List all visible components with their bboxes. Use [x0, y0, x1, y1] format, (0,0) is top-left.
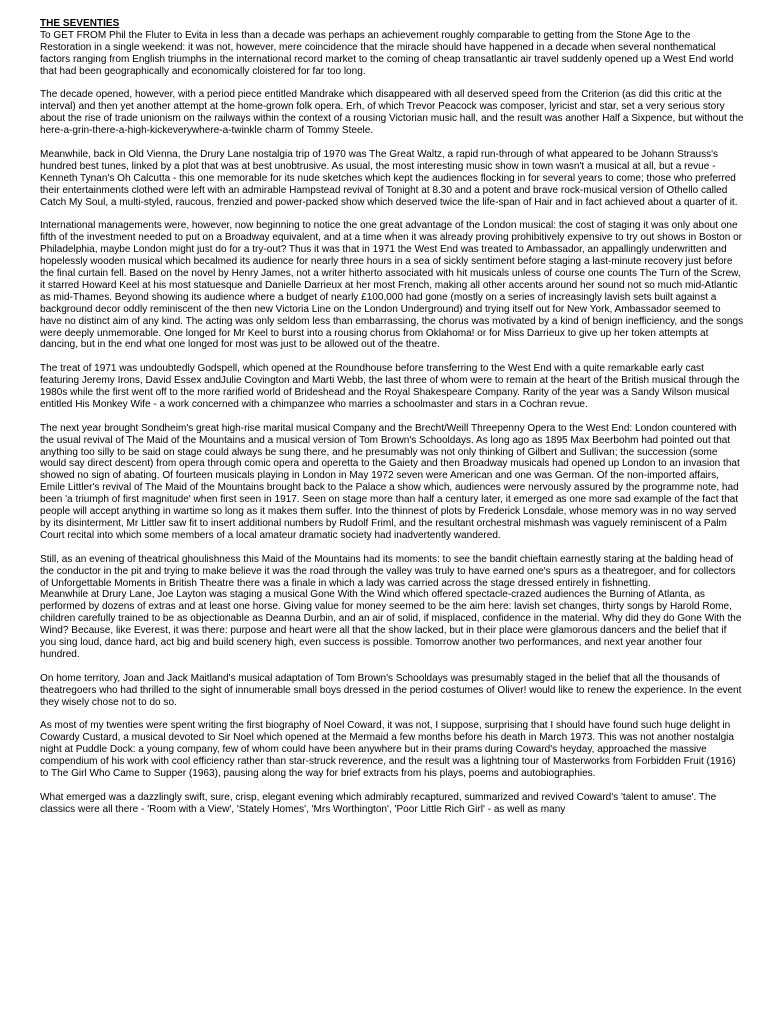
paragraph-mandrake: The decade opened, however, with a period piece entitled Mandrake which disappeared with all deserved speed from the Criterion (as did this critic at the interval) and then yet another attempt at the home-grown folk opera. Erh, of which Trevor Peacock was composer, lyricist and star, set a very serious story about the rise of trade unionism on the railways within the context of a rousing Victorian music hall, and the result was another Half a Sixpence, but without the here-a-grin-there-a-high-kickeverywhere-a-twinkle charm of Tommy Steele. — [40, 89, 744, 137]
document-title: THE SEVENTIES — [40, 18, 120, 29]
paragraph-intro: To GET FROM Phil the Fluter to Evita in less than a decade was perhaps an achievement roughly comparable to getting from the Stone Age to the Restoration in a single weekend: it was not, however, mere coincidence that the miracle should have happened in a decade when several nonthematical factors ranging from English triumphs in the international record market to the coming of cheap transatlantic air travel suddenly opened up a West End world that had been geographically and economically cloistered for far too long. — [40, 29, 734, 77]
paragraph-great-waltz: Meanwhile, back in Old Vienna, the Drury Lane nostalgia trip of 1970 was The Great Waltz, a rapid run-through of what appeared to be Johann Strauss's hundred best tunes, linked by a plot that was at best unobtrusive. As usual, the most interesting music show in town wasn't a musical at all, but a revue - Kenneth Tynan's Oh Calcutta - this one memorable for its nude sketches which kept the audiences flocking in for several years to come; those who preferred their entertainments clothed were left with an admirable Hampstead revival of Tonight at 8.30 and a potent and brave rock-musical version of Othello called Catch My Soul, a multi-styled, raucous, frenzied and power-packed show which deserved twice the life-span of Hair and in fact achieved about a quarter of it. — [40, 148, 738, 208]
paragraph-maid-of-the-mountains: The next year brought Sondheim's great high-rise marital musical Company and the Brecht/Weill Threepenny Opera to the West End: London countered with the usual revival of The Maid of the Mountains and a musical version of Tom Brown's Schooldays. As long ago as 1895 Max Beerbohm had pointed out that anything too silly to be said on stage could always be sung there, and he presumably was not only thinking of Gilbert and Sullivan; the succession (some would say direct descent) from opera through comic opera and operetta to the Gaiety and then Broadway musicals had opened up London to an invasion that showed no sign of abating. Of fourteen musicals playing in London in May 1972 seven were American and one was German. Of the non-imported affairs, Emile Littler's revival of The Maid of the Mountains brought back to the Palace a show which, audiences were nervously assured by the programme note, had been 'a triumph of first magnitude' when first seen in 1917. Seen on stage more than half a century later, it emerged as one more sad example of the fact that people will accept anything in wartime so long as it makes them suffer. Into the thinnest of plots by Frederick Lonsdale, whose memory was in no way served by its disinterment, Mr Littler saw fit to insert additional numbers by Rudolf Friml, and the resultant orchestral mishmash was vaguely reminiscent of a Palm Court recital into which some members of a local amateur dramatic society had inadvertently wandered. — [40, 422, 740, 541]
paragraph-godspell: The treat of 1971 was undoubtedly Godspell, which opened at the Roundhouse before transferring to the West End with a quite remarkable early cast featuring Jeremy Irons, David Essex andJulie Covington and Marti Webb, the last three of whom were to remain at the heart of the British musical through the 1980s while the first went off to the more rarified world of Brideshead and the Royal Shakespeare Company. Rarity of the year was a Sandy Wilson musical entitled His Monkey Wife - a work concerned with a chimpanzee who marries a schoolmaster and stars in a Cochran revue. — [40, 363, 740, 410]
document-page — [40, 18, 744, 816]
paragraph-theatrical-ghoulishness: Still, as an evening of theatrical ghoulishness this Maid of the Mountains had its moments: to see the bandit chieftain earnestly staring at the balding head of the conductor in the pit and trying to make believe it was the road through the valley was truly to have earned one's spurs as a theatregoer, and for collectors of Unforgettable Moments in British Theatre there was a finale in which a lady was carried across the stage dressed entirely in fishnetting. — [40, 553, 736, 589]
paragraph-cowardy-custard: As most of my twenties were spent writing the first biography of Noel Coward, it was not, I suppose, surprising that I should have found such huge delight in Cowardy Custard, a musical devoted to Sir Noel which opened at the Mermaid a few months before his death in March 1973. This was not another nostalgia night at Puddle Dock: a young company, few of whom could have been anywhere but in their prams during Coward's heyday, approached the massive compendium of his work with cool efficiency rather than star-struck reverence, and the result was a lightning tour of Masterworks from Forbidden Fruit (1916) to The Girl Who Came to Supper (1963), pausing along the way for brief extracts from his plays, poems and autobiographies. — [40, 720, 736, 779]
paragraph-tom-browns-schooldays: On home territory, Joan and Jack Maitland's musical adaptation of Tom Brown's Schooldays was presumably staged in the belief that all the thousands of theatregoers who had thrilled to the sight of innumerable small boys dressed in the period costumes of Oliver! would like to renew the experience. In the event they wisely chose not to do so. — [40, 672, 742, 708]
paragraph-ambassador: International managements were, however, now beginning to notice the one great advantage of the London musical: the cost of staging it was only about one fifth of the investment needed to put on a Broadway equivalent, and at a time when it was already proving prohibitively expensive to try out shows in Boston or Philadelphia, maybe London might just do for a try-out? Thus it was that in 1971 the West End was treated to Ambassador, an appallingly underwritten and hopelessly wooden musical which becalmed its audience for nearly three hours in a sea of sickly sentiment before staging a last-minute recovery just before the final curtain fell. Based on the novel by Henry James, not a writer hitherto associated with hit musicals unless of course one counts The Turn of the Screw, it starred Howard Keel at his most statuesque and Danielle Darrieux at her most French, making all other accents around her sound not so much mid-Atlantic as mid-Thames. Beyond showing its audience where a budget of nearly £100,000 had gone (mostly on a series of increasingly lavish sets built against a background decor oddly reminiscent of the then new Victoria Line on the London Underground) and trying itself out for New York, Ambassador seemed to have no distinct aim of any kind. The acting was only seldom less than embarrassing, the chorus was motivated by a kind of benign inefficiency, and the songs were deeply unmemorable. One longed for Mr Keel to burst into a rousing chorus from Oklahoma! or for Miss Darrieux to give up her token attempts at dancing, but in the end what one longed for most was just to be allowed out of the theatre. — [40, 220, 744, 351]
paragraph-talent-to-amuse: What emerged was a dazzlingly swift, sure, crisp, elegant evening which admirably recaptured, summarized and revived Coward's 'talent to amuse'. The classics were all there - 'Room with a View', 'Stately Homes', 'Mrs Worthington', 'Poor Little Rich Girl' - as well as many — [40, 791, 717, 815]
paragraph-gone-with-the-wind: Meanwhile at Drury Lane, Joe Layton was staging a musical Gone With the Wind which offered spectacle-crazed audiences the Burning of Atlanta, as performed by dozens of extras and at least one horse. Giving value for money seemed to be the aim here: lavish set changes, thirty songs by Harold Rome, children carefully trained to be as objectionable as Deanna Durbin, and an air of solid, if misplaced, confidence in the material. Why did they do Gone With the Wind? Because, like Everest, it was there: purpose and heart were all that the show lacked, but in their place were glamorous dancers and the belief that if you sing loud, dance hard, act big and build scenery high, even success is possible. Tomorrow another two performances, and next year another four hundred. — [40, 589, 742, 660]
